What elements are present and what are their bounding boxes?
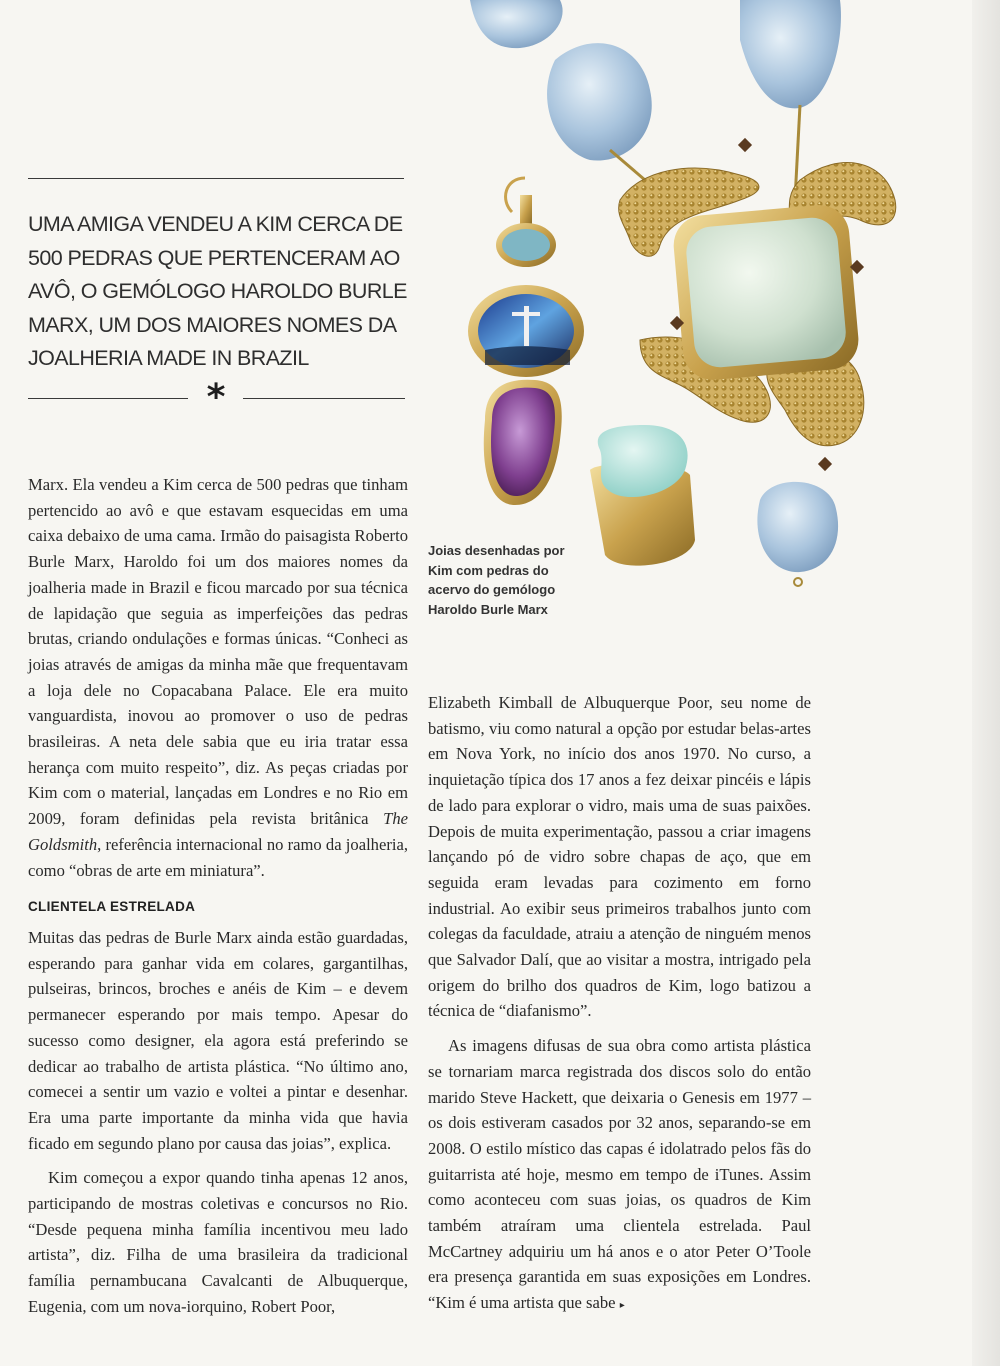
body-paragraph: Muitas das pedras de Burle Marx ainda estão guardadas, esperando para ganhar vida em colares, gargantilhas, pulseiras, brincos, broches e anéis de Kim – e devem permanecer esperando por mais tempo. Apesar do sucesso como designer, ela agora está preferindo se dedicar ao trabalho de artista plástica. “No último ano, comecei a sentir um vazio e voltei a pintar e desenhar. Era uma parte importante da minha vida que havia ficado em segundo plano por causa das joias”, explica. (28, 928, 408, 1153)
ornament-right-rule (243, 398, 405, 399)
pullquote-top-rule (28, 178, 404, 179)
pullquote-line: JOALHERIA MADE IN BRAZIL (28, 346, 309, 370)
jewelry-photo (440, 0, 980, 600)
caption-line: Joias desenhadas por (428, 543, 565, 558)
caption-line: Haroldo Burle Marx (428, 601, 548, 617)
pullquote-line: AVÔ, O GEMÓLOGO HAROLDO BURLE (28, 279, 407, 303)
ornament-left-rule (28, 398, 188, 399)
caption-line: Kim com pedras do (428, 562, 549, 578)
continue-arrow-icon: ▸ (619, 1300, 625, 1312)
body-paragraph: Elizabeth Kimball de Albuquerque Poor, seu nome de batismo, viu como natural a opção por estudar belas-artes em Nova York, no início dos anos 1970. No curso, a inquietação típica dos 17 anos a fez deixar pincéis e lápis de lado para explorar o vidro, mais uma de suas paixões. Depois de muita experimentação, passou a criar imagens lançando pó de vidro sobre chapas de aço, que em seguida eram levadas para cozimento em forno industrial. Ao exibir seus primeiros trabalhos junto com colegas da faculdade, atraiu a atenção de ninguém menos que Salvador Dalí, que ao visitar a mostra, intrigado pela origem do brilho dos quadros de Kim, logo batizou a técnica de “diafanismo”. (428, 693, 811, 1021)
body-paragraph (428, 1033, 811, 1319)
photo-caption (428, 541, 568, 619)
body-text: As imagens difusas de sua obra como artista plástica se tornariam marca registrada dos discos solo do então marido Steve Hackett, que deixaria o Genesis em 1977 – os dois estiveram casados por 32 anos, separando-se em 2008. O estilo místico das capas é idolatrado pelos fãs do guitarrista até hoje, mesmo em tempo de iTunes. Assim como aconteceu com suas joias, os quadros de Kim também atraíram uma clientela estrelada. Paul McCartney adquiriu um há anos e o ator Peter O’Toole era presença garantida em suas exposições em Londres. “Kim é uma artista que sabe (428, 1036, 811, 1313)
left-column-top (28, 472, 408, 883)
right-column (428, 690, 811, 1319)
section-subhead: CLIENTELA ESTRELADA (28, 899, 196, 914)
left-column-bottom (28, 925, 408, 1320)
pullquote-line: MARX, UM DOS MAIORES NOMES DA (28, 312, 397, 337)
caption-line: acervo do gemólogo (428, 582, 556, 597)
body-text: , referência internacional no ramo da joalheria, como “obras de arte em miniatura”. (28, 834, 408, 880)
body-paragraph (28, 472, 408, 883)
pullquote-line: UMA AMIGA VENDEU A KIM CERCA DE (28, 212, 403, 236)
body-paragraph: Kim começou a expor quando tinha apenas 12 anos, participando de mostras coletivas e concursos no Rio. “Desde pequena minha família incentivou meu lado artista”, diz. Filha de uma brasileira da tradicional família pernambucana Cavalcanti de Albuquerque, Eugenia, com um nova-iorquino, Robert Poor, (28, 1168, 408, 1316)
magazine-title: The Goldsmith (28, 809, 408, 854)
pullquote (28, 208, 408, 376)
asterisk-ornament: * (206, 377, 226, 418)
pullquote-line: 500 PEDRAS QUE PERTENCERAM AO (28, 245, 400, 270)
body-text: Marx. Ela vendeu a Kim cerca de 500 pedras que tinham pertencido ao avô e que estavam esquecidas em uma caixa debaixo de uma cama. Irmão do paisagista Roberto Burle Marx, Haroldo foi um dos maiores nomes da joalheria made in Brazil e ficou marcado por sua técnica de lapidação que seguia as imperfeições das pedras brutas, criando ondulações e formas únicas. “Conheci as joias através de amigas da minha mãe que frequentavam a loja dele no Copacabana Palace. Ele era muito vanguardista, inovou ao promover o uso de pedras brasileiras. A neta dele sabia que eu iria tratar essa herança com muito respeito”, diz. As peças criadas por Kim com o material, lançadas em Londres e no Rio em 2009, foram definidas pela revista britânica (28, 475, 408, 829)
